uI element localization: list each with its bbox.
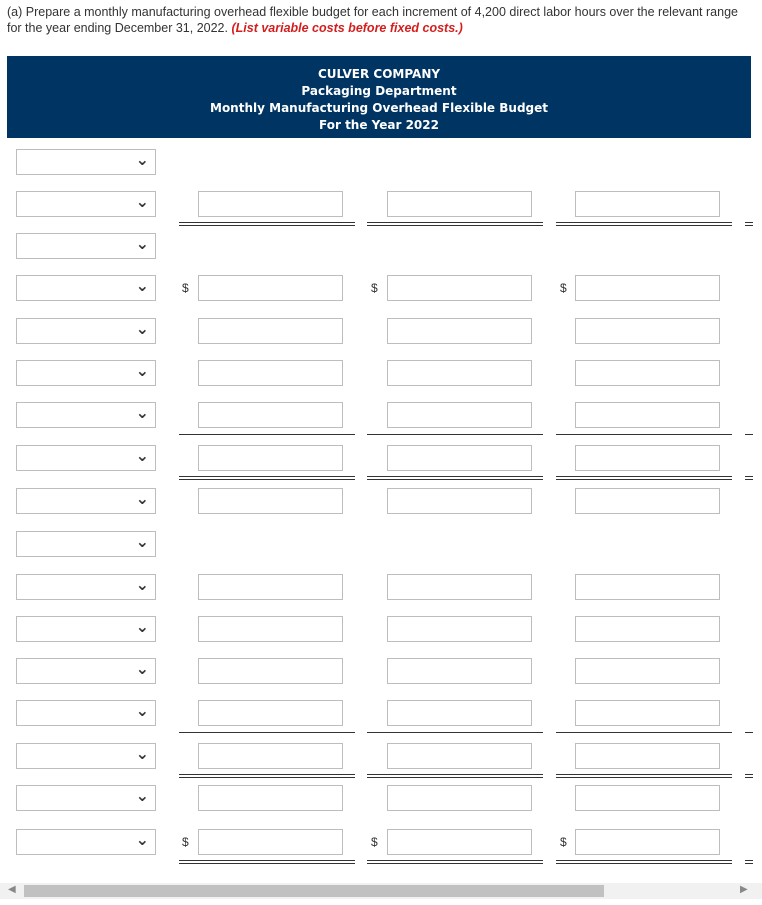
account-select[interactable] (16, 360, 156, 386)
amount-input[interactable] (198, 574, 343, 600)
amount-input[interactable] (387, 402, 532, 428)
account-select[interactable] (16, 318, 156, 344)
total-double-line (556, 774, 732, 778)
amount-input[interactable] (387, 191, 532, 217)
amount-input[interactable] (575, 785, 720, 811)
account-select[interactable] (16, 616, 156, 642)
total-double-line-edge (745, 476, 753, 480)
budget-period: For the Year 2022 (319, 118, 439, 132)
currency-symbol: $ (560, 281, 567, 295)
chevron-down-icon: ⌄ (135, 403, 149, 422)
amount-input[interactable] (387, 829, 532, 855)
scroll-left-icon[interactable]: ◀ (8, 884, 16, 895)
total-double-line (179, 774, 355, 778)
chevron-down-icon: ⌄ (135, 659, 149, 678)
amount-input[interactable] (575, 402, 720, 428)
chevron-down-icon: ⌄ (135, 489, 149, 508)
currency-symbol: $ (182, 835, 189, 849)
total-double-line-edge (745, 860, 753, 864)
amount-input[interactable] (198, 829, 343, 855)
account-select[interactable] (16, 743, 156, 769)
question-prompt (7, 4, 752, 36)
scroll-right-icon[interactable]: ▶ (740, 884, 748, 895)
amount-input[interactable] (575, 616, 720, 642)
total-double-line (179, 476, 355, 480)
subtotal-line (179, 732, 355, 733)
amount-input[interactable] (198, 743, 343, 769)
account-select[interactable] (16, 402, 156, 428)
department-name: Packaging Department (301, 84, 457, 98)
total-double-line (367, 476, 543, 480)
total-double-line-edge (745, 222, 753, 226)
total-double-line (556, 476, 732, 480)
amount-input[interactable] (575, 658, 720, 684)
total-double-line (367, 774, 543, 778)
budget-header (7, 56, 751, 138)
account-select[interactable] (16, 785, 156, 811)
account-select[interactable] (16, 658, 156, 684)
chevron-down-icon: ⌄ (135, 744, 149, 763)
horizontal-scrollbar[interactable] (0, 883, 762, 899)
account-select[interactable] (16, 275, 156, 301)
account-select[interactable] (16, 488, 156, 514)
subtotal-line (367, 732, 543, 733)
currency-symbol: $ (371, 835, 378, 849)
subtotal-line (179, 434, 355, 435)
account-select[interactable] (16, 574, 156, 600)
amount-input[interactable] (198, 445, 343, 471)
total-double-line-edge (745, 774, 753, 778)
subtotal-line (556, 732, 732, 733)
amount-input[interactable] (387, 275, 532, 301)
amount-input[interactable] (198, 488, 343, 514)
amount-input[interactable] (198, 191, 343, 217)
chevron-down-icon: ⌄ (135, 446, 149, 465)
account-select[interactable] (16, 191, 156, 217)
amount-input[interactable] (575, 445, 720, 471)
amount-input[interactable] (575, 318, 720, 344)
chevron-down-icon: ⌄ (135, 319, 149, 338)
chevron-down-icon: ⌄ (135, 234, 149, 253)
prompt-note: (List variable costs before fixed costs.) (231, 21, 463, 35)
account-select[interactable] (16, 445, 156, 471)
amount-input[interactable] (198, 318, 343, 344)
account-select[interactable] (16, 531, 156, 557)
company-name: CULVER COMPANY (317, 67, 441, 81)
total-double-line (367, 860, 543, 864)
amount-input[interactable] (575, 275, 720, 301)
account-select[interactable] (16, 829, 156, 855)
amount-input[interactable] (387, 445, 532, 471)
amount-input[interactable] (198, 275, 343, 301)
amount-input[interactable] (198, 658, 343, 684)
amount-input[interactable] (198, 360, 343, 386)
total-double-line (556, 860, 732, 864)
amount-input[interactable] (575, 191, 720, 217)
account-select[interactable] (16, 149, 156, 175)
total-double-line (179, 222, 355, 226)
amount-input[interactable] (575, 574, 720, 600)
amount-input[interactable] (575, 743, 720, 769)
chevron-down-icon: ⌄ (135, 361, 149, 380)
amount-input[interactable] (575, 488, 720, 514)
amount-input[interactable] (387, 488, 532, 514)
account-select[interactable] (16, 233, 156, 259)
subtotal-line-edge (745, 434, 753, 435)
subtotal-line-edge (745, 732, 753, 733)
chevron-down-icon: ⌄ (135, 830, 149, 849)
chevron-down-icon: ⌄ (135, 617, 149, 636)
currency-symbol: $ (182, 281, 189, 295)
amount-input[interactable] (198, 402, 343, 428)
amount-input[interactable] (387, 616, 532, 642)
amount-input[interactable] (198, 700, 343, 726)
account-select[interactable] (16, 700, 156, 726)
chevron-down-icon: ⌄ (135, 276, 149, 295)
chevron-down-icon: ⌄ (135, 192, 149, 211)
subtotal-line (367, 434, 543, 435)
prompt-text: (a) Prepare a monthly manufacturing overhead flexible budget for each increment of 4,200 direct labor hours over the relevant range for the year ending December 31, 2022. (7, 5, 738, 35)
chevron-down-icon: ⌄ (135, 701, 149, 720)
amount-input[interactable] (387, 743, 532, 769)
chevron-down-icon: ⌄ (135, 786, 149, 805)
amount-input[interactable] (387, 360, 532, 386)
total-double-line (179, 860, 355, 864)
chevron-down-icon: ⌄ (135, 575, 149, 594)
amount-input[interactable] (387, 574, 532, 600)
budget-title: Monthly Manufacturing Overhead Flexible Budget (210, 101, 548, 115)
chevron-down-icon: ⌄ (135, 532, 149, 551)
currency-symbol: $ (371, 281, 378, 295)
currency-symbol: $ (560, 835, 567, 849)
chevron-down-icon: ⌄ (135, 150, 149, 169)
amount-input[interactable] (387, 785, 532, 811)
total-double-line (367, 222, 543, 226)
amount-input[interactable] (575, 829, 720, 855)
amount-input[interactable] (387, 700, 532, 726)
total-double-line (556, 222, 732, 226)
scrollbar-thumb[interactable] (24, 885, 604, 897)
amount-input[interactable] (387, 318, 532, 344)
amount-input[interactable] (198, 785, 343, 811)
subtotal-line (556, 434, 732, 435)
amount-input[interactable] (387, 658, 532, 684)
amount-input[interactable] (198, 616, 343, 642)
amount-input[interactable] (575, 700, 720, 726)
amount-input[interactable] (575, 360, 720, 386)
